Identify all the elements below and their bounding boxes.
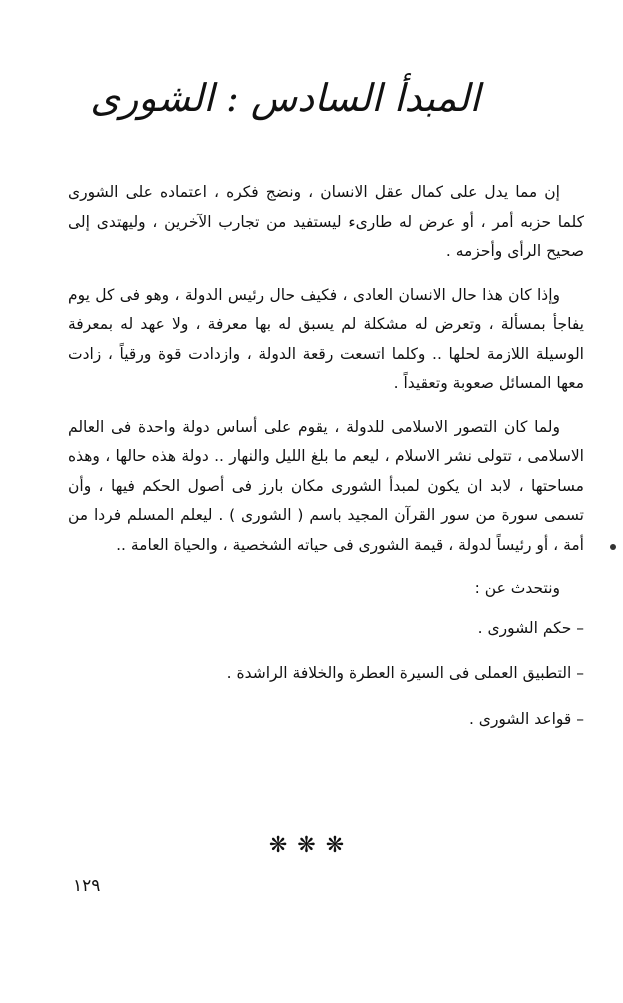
paragraph-2: وإذا كان هذا حال الانسان العادى ، فكيف حال رئيس الدولة ، وهو فى كل يوم يفاجأ بمسألة ، وتعرض له مشكلة لم يسبق له بها معرفة ، ولا عهد له بمعرفة الوسيلة اللازمة لحلها .. وكلما اتسعت رقعة الدولة ، وازدادت قوة ورقياً ، زادت معها المسائل صعوبة وتعقيداً . (68, 285, 584, 392)
body-text (68, 178, 584, 750)
page-number: ١٢٩ (73, 876, 101, 896)
section-ornament: ❋❋❋ (268, 833, 355, 858)
outline-list (68, 614, 584, 735)
outline-item: – قواعد الشورى . (468, 709, 584, 728)
margin-dot (610, 544, 616, 550)
paragraph-3: ولما كان التصور الاسلامى للدولة ، يقوم على أساس دولة واحدة فى العالم الاسلامى ، تتولى نشر الاسلام ، ليعم ما بلغ الليل والنهار .. دولة هذه حالها ، وهذه مساحتها ، لابد ان يكون لمبدأ الشورى مكان بارز فى أصول الحكم فيها ، وأن تسمى سورة من سور القرآن المجيد باسم ( الشورى ) . ليعلم المسلم فردا من أمة ، أو رئيساً لدولة ، قيمة الشورى فى حياته الشخصية ، والحياة العامة .. (68, 417, 584, 554)
outline-intro: ونتحدث عن : (474, 579, 560, 597)
chapter-title: المبدأ السادس : الشورى (90, 76, 480, 120)
outline-item: – التطبيق العملى فى السيرة العطرة والخلافة الراشدة . (226, 664, 584, 682)
outline-item: – حكم الشورى . (477, 618, 584, 637)
paragraph-1: إن مما يدل على كمال عقل الانسان ، ونضج فكره ، اعتماده على الشورى كلما حزبه أمر ، أو عرض له طارىء ليستفيد من تجارب الآخرين ، وليهتدى إلى صحيح الرأى وأحزمه . (68, 183, 584, 260)
